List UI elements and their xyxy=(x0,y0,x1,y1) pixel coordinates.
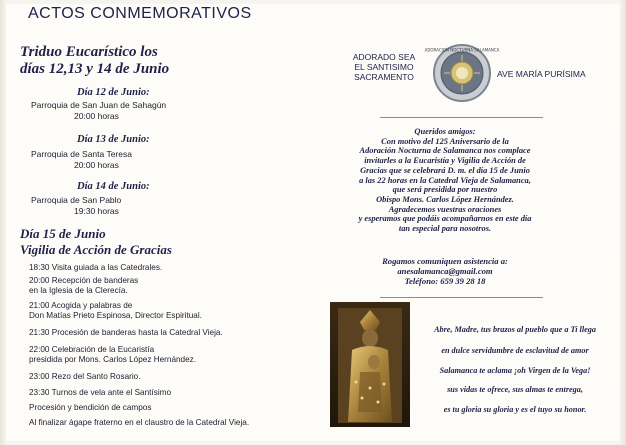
schedule-item: 21:00 Acogida y palabras de xyxy=(29,301,133,310)
schedule-item: 22:00 Celebración de la Eucaristía xyxy=(29,345,155,354)
triduo-line-2: días 12,13 y 14 de Junio xyxy=(20,61,170,77)
adorado-line-1: ADORADO SEA xyxy=(352,52,416,62)
schedule-item: Procesión y bendición de campos xyxy=(29,403,152,412)
schedule-item: 18:30 Visita guiada a las Catedrales. xyxy=(29,263,163,272)
triduo-line-1: Triduo Eucarístico los xyxy=(20,44,158,60)
schedule-item: 20:00 Recepción de banderas xyxy=(29,276,139,285)
rsvp-phone: Teléfono: 659 39 28 18 xyxy=(404,276,486,286)
prayer-line: Abre, Madre, tus brazos al pueblo que a Ti llega xyxy=(434,325,596,334)
prayer-line: es tu gloria su gloria y es el tuyo su honor. xyxy=(443,405,587,414)
schedule-item: 23:30 Turnos de vela ante el Santísimo xyxy=(29,388,172,397)
letter-line: y esperamos que podáis acompañarnos en este día xyxy=(358,214,532,224)
letter-line: tan especial para nosotros. xyxy=(398,224,492,234)
vigilia-line-2: Vigilia de Acción de Gracias xyxy=(20,242,172,257)
rsvp-request: Rogamos comuniquen asistencia a: xyxy=(382,256,508,266)
vigilia-line-1: Día 15 de Junio xyxy=(20,226,106,241)
adorado-line-3: SACRAMENTO xyxy=(354,72,414,82)
adoracion-nocturna-seal-icon xyxy=(424,43,500,103)
page-title: ACTOS CONMEMORATIVOS xyxy=(28,5,252,22)
letter-line: Adoración Nocturna de Salamanca nos complace xyxy=(359,146,531,156)
virgin-de-la-vega-image xyxy=(330,302,410,427)
invitation-letter xyxy=(340,127,550,234)
day-time-12: 20:00 horas xyxy=(74,111,119,121)
divider-top xyxy=(380,117,543,118)
letter-line: Agradecemos vuestras oraciones xyxy=(388,204,502,214)
adorado-line-2: EL SANTISIMO xyxy=(354,62,414,72)
day-heading-14: Día 14 de Junio: xyxy=(77,181,150,192)
letter-line: a las 22 horas en la Catedral Vieja de Salamanca, xyxy=(359,175,531,185)
letter-line: que será presidida por nuestro xyxy=(392,185,498,195)
schedule-item: en la Iglesia de la Clerecía. xyxy=(29,286,128,295)
day-place-12: Parroquia de San Juan de Sahagún xyxy=(31,100,167,110)
vigilia-heading xyxy=(20,226,172,258)
rsvp-email: anesalamanca@gmail.com xyxy=(397,266,493,276)
letter-line: Obispo Mons. Carlos López Hernández. xyxy=(376,194,514,204)
letter-line: invitarles a la Eucaristía y Vigilia de Acción de xyxy=(364,156,526,166)
schedule-item: 21:30 Procesión de banderas hasta la Catedral Vieja. xyxy=(29,328,223,337)
rsvp-block xyxy=(340,256,550,286)
letter-greeting: Queridos amigos: xyxy=(414,127,476,136)
prayer-line: sus vidas te ofrece, sus almas te entrega, xyxy=(447,385,583,394)
day-place-14: Parroquia de San Pablo xyxy=(31,195,122,205)
prayer-line: Salamanca te aclama ¡oh Virgen de la Vega! xyxy=(439,366,591,375)
letter-line: Con motivo del 125 Aniversario de la xyxy=(381,136,509,146)
day-heading-13: Día 13 de Junio: xyxy=(77,134,150,145)
day-heading-12: Día 12 de Junio: xyxy=(77,87,150,98)
schedule-item: 23:00 Rezo del Santo Rosario. xyxy=(29,372,141,381)
letter-line: Gracias que se celebrará D. m. el día 15 de Junio xyxy=(360,165,530,175)
triduo-heading xyxy=(20,44,169,78)
day-time-13: 20:00 horas xyxy=(74,160,119,170)
schedule-item: presidida por Mons. Carlos López Hernández. xyxy=(29,355,197,364)
seal-lettering: ADORACION NOCTURNA SALAMANCA xyxy=(424,47,500,53)
divider-bottom xyxy=(380,297,543,298)
day-place-13: Parroquia de Santa Teresa xyxy=(31,149,132,159)
adorado-sea-text xyxy=(336,52,432,82)
schedule-item: Al finalizar ágape fraterno en el claustro de la Catedral Vieja. xyxy=(29,418,250,427)
day-time-14: 19:30 horas xyxy=(74,206,119,216)
prayer-line: en dulce servidumbre de esclavitud de amor xyxy=(441,346,589,355)
page-edge-right xyxy=(620,0,626,445)
ave-maria-text: AVE MARÍA PURÍSIMA xyxy=(497,69,586,79)
schedule-item: Don Matías Prieto Espinosa, Director Espiritual. xyxy=(29,311,202,320)
